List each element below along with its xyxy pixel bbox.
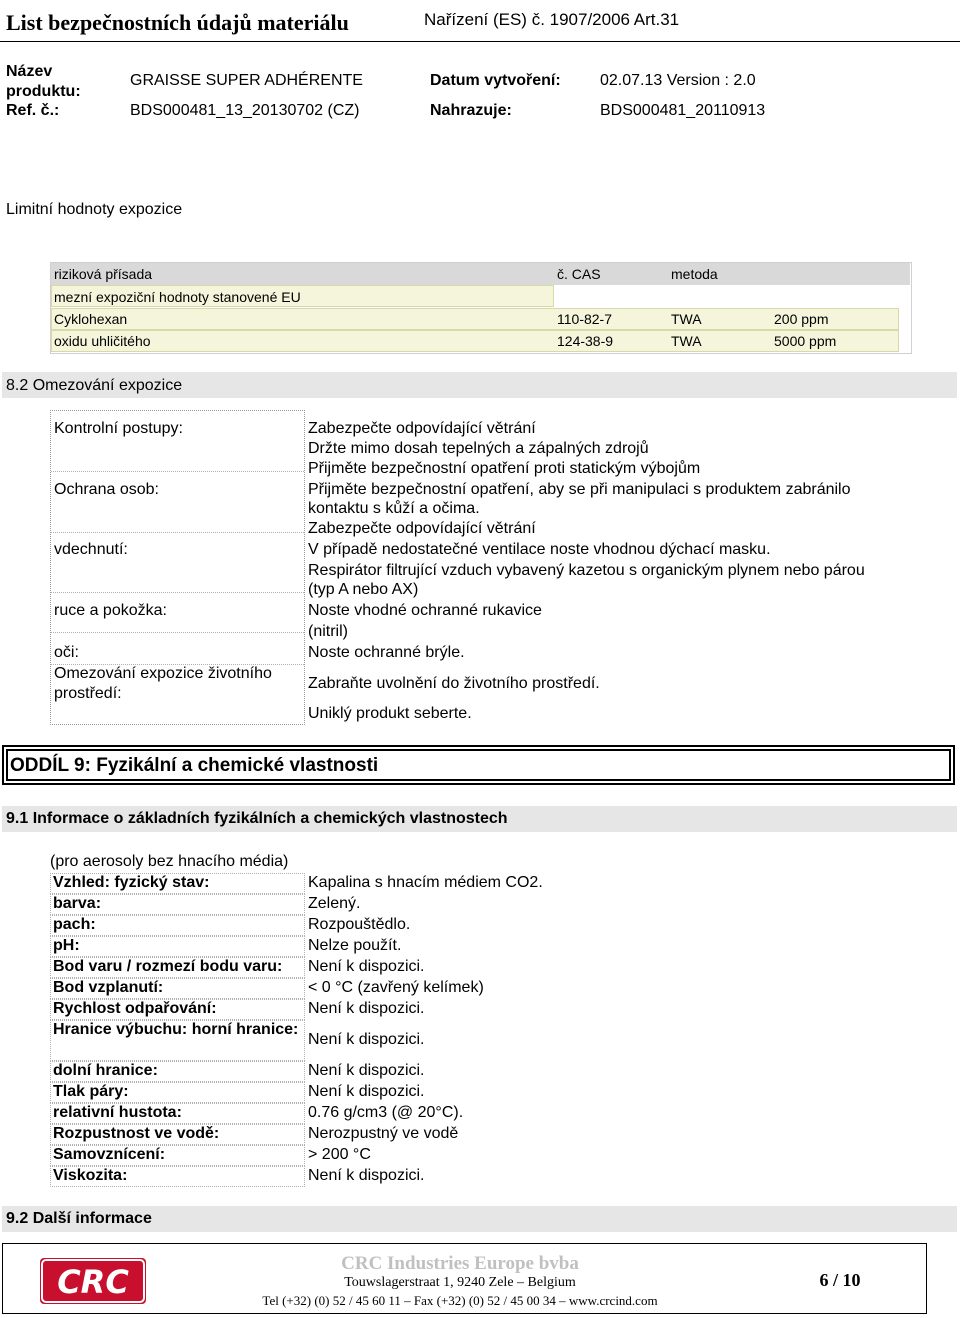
property-label: Rozpustnost ve vodě: bbox=[53, 1125, 220, 1142]
respiratory-label: vdechnutí: bbox=[54, 541, 128, 558]
skin-label: ruce a pokožka: bbox=[54, 602, 167, 619]
logo-text: CRC bbox=[57, 1263, 129, 1301]
env-line: Zabraňte uvolnění do životního prostředí. bbox=[308, 675, 600, 692]
ref-label: Ref. č.: bbox=[6, 102, 60, 119]
replaces-value: BDS000481_20110913 bbox=[600, 102, 766, 119]
substance-cas: 124-38-9 bbox=[557, 333, 614, 349]
property-value: 0.76 g/cm3 (@ 20°C). bbox=[308, 1104, 464, 1121]
property-label: relativní hustota: bbox=[53, 1104, 182, 1121]
date-value: 02.07.13 Version : 2.0 bbox=[600, 72, 756, 89]
label-cell bbox=[51, 632, 304, 665]
skin-line: (nitril) bbox=[308, 623, 348, 640]
replaces-label: Nahrazuje: bbox=[430, 102, 512, 119]
property-label: Samovznícení: bbox=[53, 1146, 166, 1163]
property-value: Není k dispozici. bbox=[308, 1083, 425, 1100]
substance-name: oxidu uhličitého bbox=[54, 333, 151, 349]
property-label: dolní hranice: bbox=[53, 1062, 158, 1079]
section-8-2-title: 8.2 Omezování expozice bbox=[6, 377, 183, 394]
control-line: Zabezpečte odpovídající větrání bbox=[308, 420, 536, 437]
section-9-title: ODDÍL 9: Fyzikální a chemické vlastnosti bbox=[10, 755, 379, 776]
product-name-value: GRAISSE SUPER ADHÉRENTE bbox=[130, 72, 363, 89]
ref-value: BDS000481_13_20130702 (CZ) bbox=[130, 102, 360, 119]
control-label: Kontrolní postupy: bbox=[54, 420, 183, 437]
property-value: Není k dispozici. bbox=[308, 1031, 425, 1048]
section-9-1-title: 9.1 Informace o základních fyzikálních a chemických vlastnostech bbox=[6, 810, 508, 827]
section-9-2-title: 9.2 Další informace bbox=[6, 1210, 152, 1227]
property-label: barva: bbox=[53, 895, 102, 912]
crc-logo bbox=[40, 1258, 146, 1304]
property-label: Viskozita: bbox=[53, 1167, 128, 1184]
property-label: Bod vzplanutí: bbox=[53, 979, 164, 996]
regulation-reference: Nařízení (ES) č. 1907/2006 Art.31 bbox=[424, 10, 680, 29]
exposure-limits-title: Limitní hodnoty expozice bbox=[6, 201, 183, 218]
company-name: CRC Industries Europe bvba bbox=[341, 1253, 579, 1274]
property-value: Nerozpustný ve vodě bbox=[308, 1125, 459, 1142]
respiratory-line: (typ A nebo AX) bbox=[308, 581, 419, 598]
personal-line: kontaktu s kůží a očima. bbox=[308, 500, 480, 517]
substance-method: TWA bbox=[671, 333, 702, 349]
col-method-header: metoda bbox=[671, 266, 718, 282]
skin-line: Noste vhodné ochranné rukavice bbox=[308, 602, 542, 619]
eyes-label: oči: bbox=[54, 644, 79, 661]
env-line: Uniklý produkt seberte. bbox=[308, 705, 472, 722]
property-label: Tlak páry: bbox=[53, 1083, 129, 1100]
date-label: Datum vytvoření: bbox=[430, 72, 561, 89]
aerosol-note: (pro aerosoly bez hnacího média) bbox=[50, 853, 289, 870]
property-value: Není k dispozici. bbox=[308, 958, 425, 975]
personal-protection-label: Ochrana osob: bbox=[54, 481, 159, 498]
respiratory-line: V případě nedostatečné ventilace noste vhodnou dýchací masku. bbox=[308, 541, 771, 558]
property-value: Nelze použít. bbox=[308, 937, 402, 954]
substance-limit: 200 ppm bbox=[774, 311, 829, 327]
control-line: Přijměte bezpečnostní opatření proti statickým výbojům bbox=[308, 460, 701, 477]
substance-cas: 110-82-7 bbox=[557, 311, 613, 327]
exposure-table-header bbox=[51, 263, 910, 285]
property-value: Není k dispozici. bbox=[308, 1167, 425, 1184]
env-exposure-label: Omezování expozice životního prostředí: bbox=[54, 665, 272, 702]
exposure-subheader: mezní expoziční hodnoty stanovené EU bbox=[54, 289, 301, 305]
substance-limit: 5000 ppm bbox=[774, 333, 837, 349]
personal-line: Přijměte bezpečnostní opatření, aby se při manipulaci s produktem zabránilo bbox=[308, 481, 851, 498]
property-label: Vzhled: fyzický stav: bbox=[53, 874, 210, 891]
eyes-line: Noste ochranné brýle. bbox=[308, 644, 465, 661]
property-value: Zelený. bbox=[308, 895, 361, 912]
property-label: Hranice výbuchu: horní hranice: bbox=[53, 1021, 299, 1038]
substance-name: Cyklohexan bbox=[54, 311, 128, 327]
property-value: Kapalina s hnacím médiem CO2. bbox=[308, 874, 543, 891]
page-number: 6 / 10 bbox=[819, 1270, 861, 1290]
respiratory-line: Respirátor filtrující vzduch vybavený kazetou s organickým plynem nebo párou bbox=[308, 562, 865, 579]
company-contact: Tel (+32) (0) 52 / 45 60 11 – Fax (+32) (0) 52 / 45 00 34 – www.crcind.com bbox=[262, 1293, 658, 1308]
product-name-label: Název produktu: bbox=[6, 63, 81, 100]
company-address: Touwslagerstraat 1, 9240 Zele – Belgium bbox=[344, 1275, 576, 1290]
table-row bbox=[51, 330, 899, 352]
document-title: List bezpečnostních údajů materiálu bbox=[6, 10, 349, 35]
substance-method: TWA bbox=[671, 311, 702, 327]
personal-line: Zabezpečte odpovídající větrání bbox=[308, 520, 536, 537]
control-line: Držte mimo dosah tepelných a zápalných zdrojů bbox=[308, 440, 649, 457]
property-label: Rychlost odpařování: bbox=[53, 1000, 217, 1017]
property-value: > 200 °C bbox=[308, 1146, 371, 1163]
property-label: Bod varu / rozmezí bodu varu: bbox=[53, 958, 283, 975]
header-divider bbox=[0, 41, 960, 42]
property-label: pH: bbox=[53, 937, 80, 954]
col-substance-header: riziková přísada bbox=[54, 266, 153, 282]
property-value: Není k dispozici. bbox=[308, 1062, 425, 1079]
table-row bbox=[51, 308, 899, 330]
property-value: Rozpouštědlo. bbox=[308, 916, 411, 933]
property-label: pach: bbox=[53, 916, 96, 933]
property-value: Není k dispozici. bbox=[308, 1000, 425, 1017]
col-cas-header: č. CAS bbox=[557, 266, 601, 282]
property-value: < 0 °C (zavřený kelímek) bbox=[308, 979, 484, 996]
